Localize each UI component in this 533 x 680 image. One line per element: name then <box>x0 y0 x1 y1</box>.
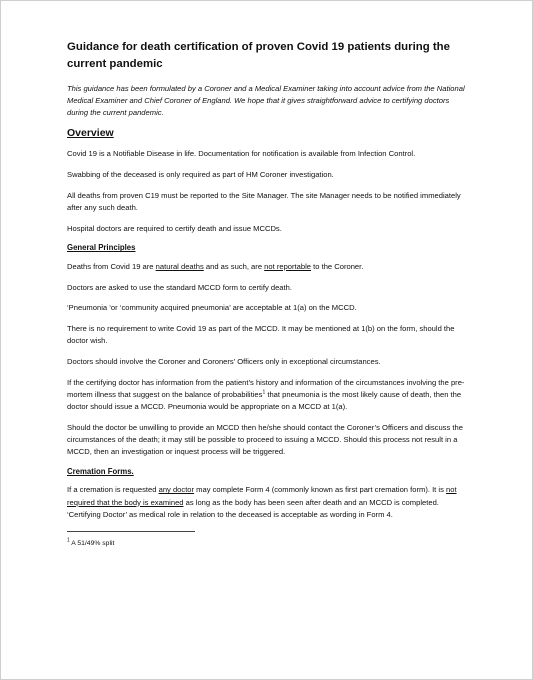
overview-paragraph: All deaths from proven C19 must be reported to the Site Manager. The site Manager needs to be notified immediately after any such death. <box>67 190 461 212</box>
underlined-text: natural deaths <box>155 261 204 271</box>
overview-paragraph: Covid 19 is a Notifiable Disease in life. Documentation for notification is available from Infection Control. <box>67 149 416 159</box>
principle-paragraph: Doctors are asked to use the standard MCCD form to certify death. <box>67 282 292 292</box>
underlined-text: any doctor <box>158 485 195 495</box>
principle-paragraph: ‘Pneumonia ‘or ‘community acquired pneumonia’ are acceptable at 1(a) on the MCCD. <box>67 303 357 313</box>
text-span: If a cremation is requested <box>67 485 159 495</box>
overview-heading: Overview <box>67 127 114 140</box>
principle-paragraph <box>67 377 472 414</box>
text-span: may complete Form 4 (commonly known as first part cremation form). It is <box>194 485 446 495</box>
footnote-reference: 1 <box>262 389 266 396</box>
overview-paragraph: Swabbing of the deceased is only required as part of HM Coroner investigation. <box>67 170 334 180</box>
text-span: If the certifying doctor has information from the patient’s history and information of the circumstances involving the pre-mortem illness that suggest on the balance of probabilities <box>67 377 465 399</box>
text-span: and as such, are <box>203 261 265 271</box>
principle-paragraph: Should the doctor be unwilling to provide an MCCD then he/she should contact the Coroner’s Officers and discuss the circumstances of the death; it may still be possible to proceed to issuing a MCCD. Should this process not result in a MCCD, then an investigation or inquest process will be triggered. <box>67 422 463 457</box>
underlined-text: not required that the body is examined <box>67 485 457 507</box>
document-title: Guidance for death certification of proven Covid 19 patients during the current pandemic <box>67 41 450 70</box>
underlined-text: not reportable <box>264 261 312 271</box>
footnote-separator <box>67 531 195 532</box>
cremation-forms-heading: Cremation Forms. <box>67 466 134 476</box>
text-span: to the Coroner. <box>311 261 364 271</box>
text-span: as long as the body has been seen after death and an MCCD is completed. ‘Certifying Doctor’ as medical role in relation to the deceased is acceptable as wording in Form 4. <box>67 497 439 519</box>
footnote-text: A 51/49% split <box>69 539 115 547</box>
principle-paragraph <box>67 261 472 273</box>
footnote-marker: 1 <box>67 537 70 544</box>
text-span: Deaths from Covid 19 are <box>67 261 156 271</box>
cremation-paragraph <box>67 484 472 521</box>
general-principles-heading: General Principles <box>67 243 136 253</box>
principle-paragraph: Doctors should involve the Coroner and Coroners’ Officers only in exceptional circumstances. <box>67 356 381 366</box>
footnote <box>67 539 472 548</box>
overview-paragraph: Hospital doctors are required to certify death and issue MCCDs. <box>67 223 282 233</box>
text-span: that pneumonia is the most likely cause of death, then the doctor should issue a MCCD. Pneumonia would be appropriate on a MCCD at 1(a). <box>67 389 462 412</box>
principle-paragraph: There is no requirement to write Covid 19 as part of the MCCD. It may be mentioned at 1(b) on the form, should the doctor wish. <box>67 324 455 346</box>
intro-paragraph: This guidance has been formulated by a Coroner and a Medical Examiner taking into account advice from the National Medical Examiner and Chief Coroner of England. We hope that it gives straightforward advice to certifying doctors during the current pandemic. <box>67 84 465 117</box>
